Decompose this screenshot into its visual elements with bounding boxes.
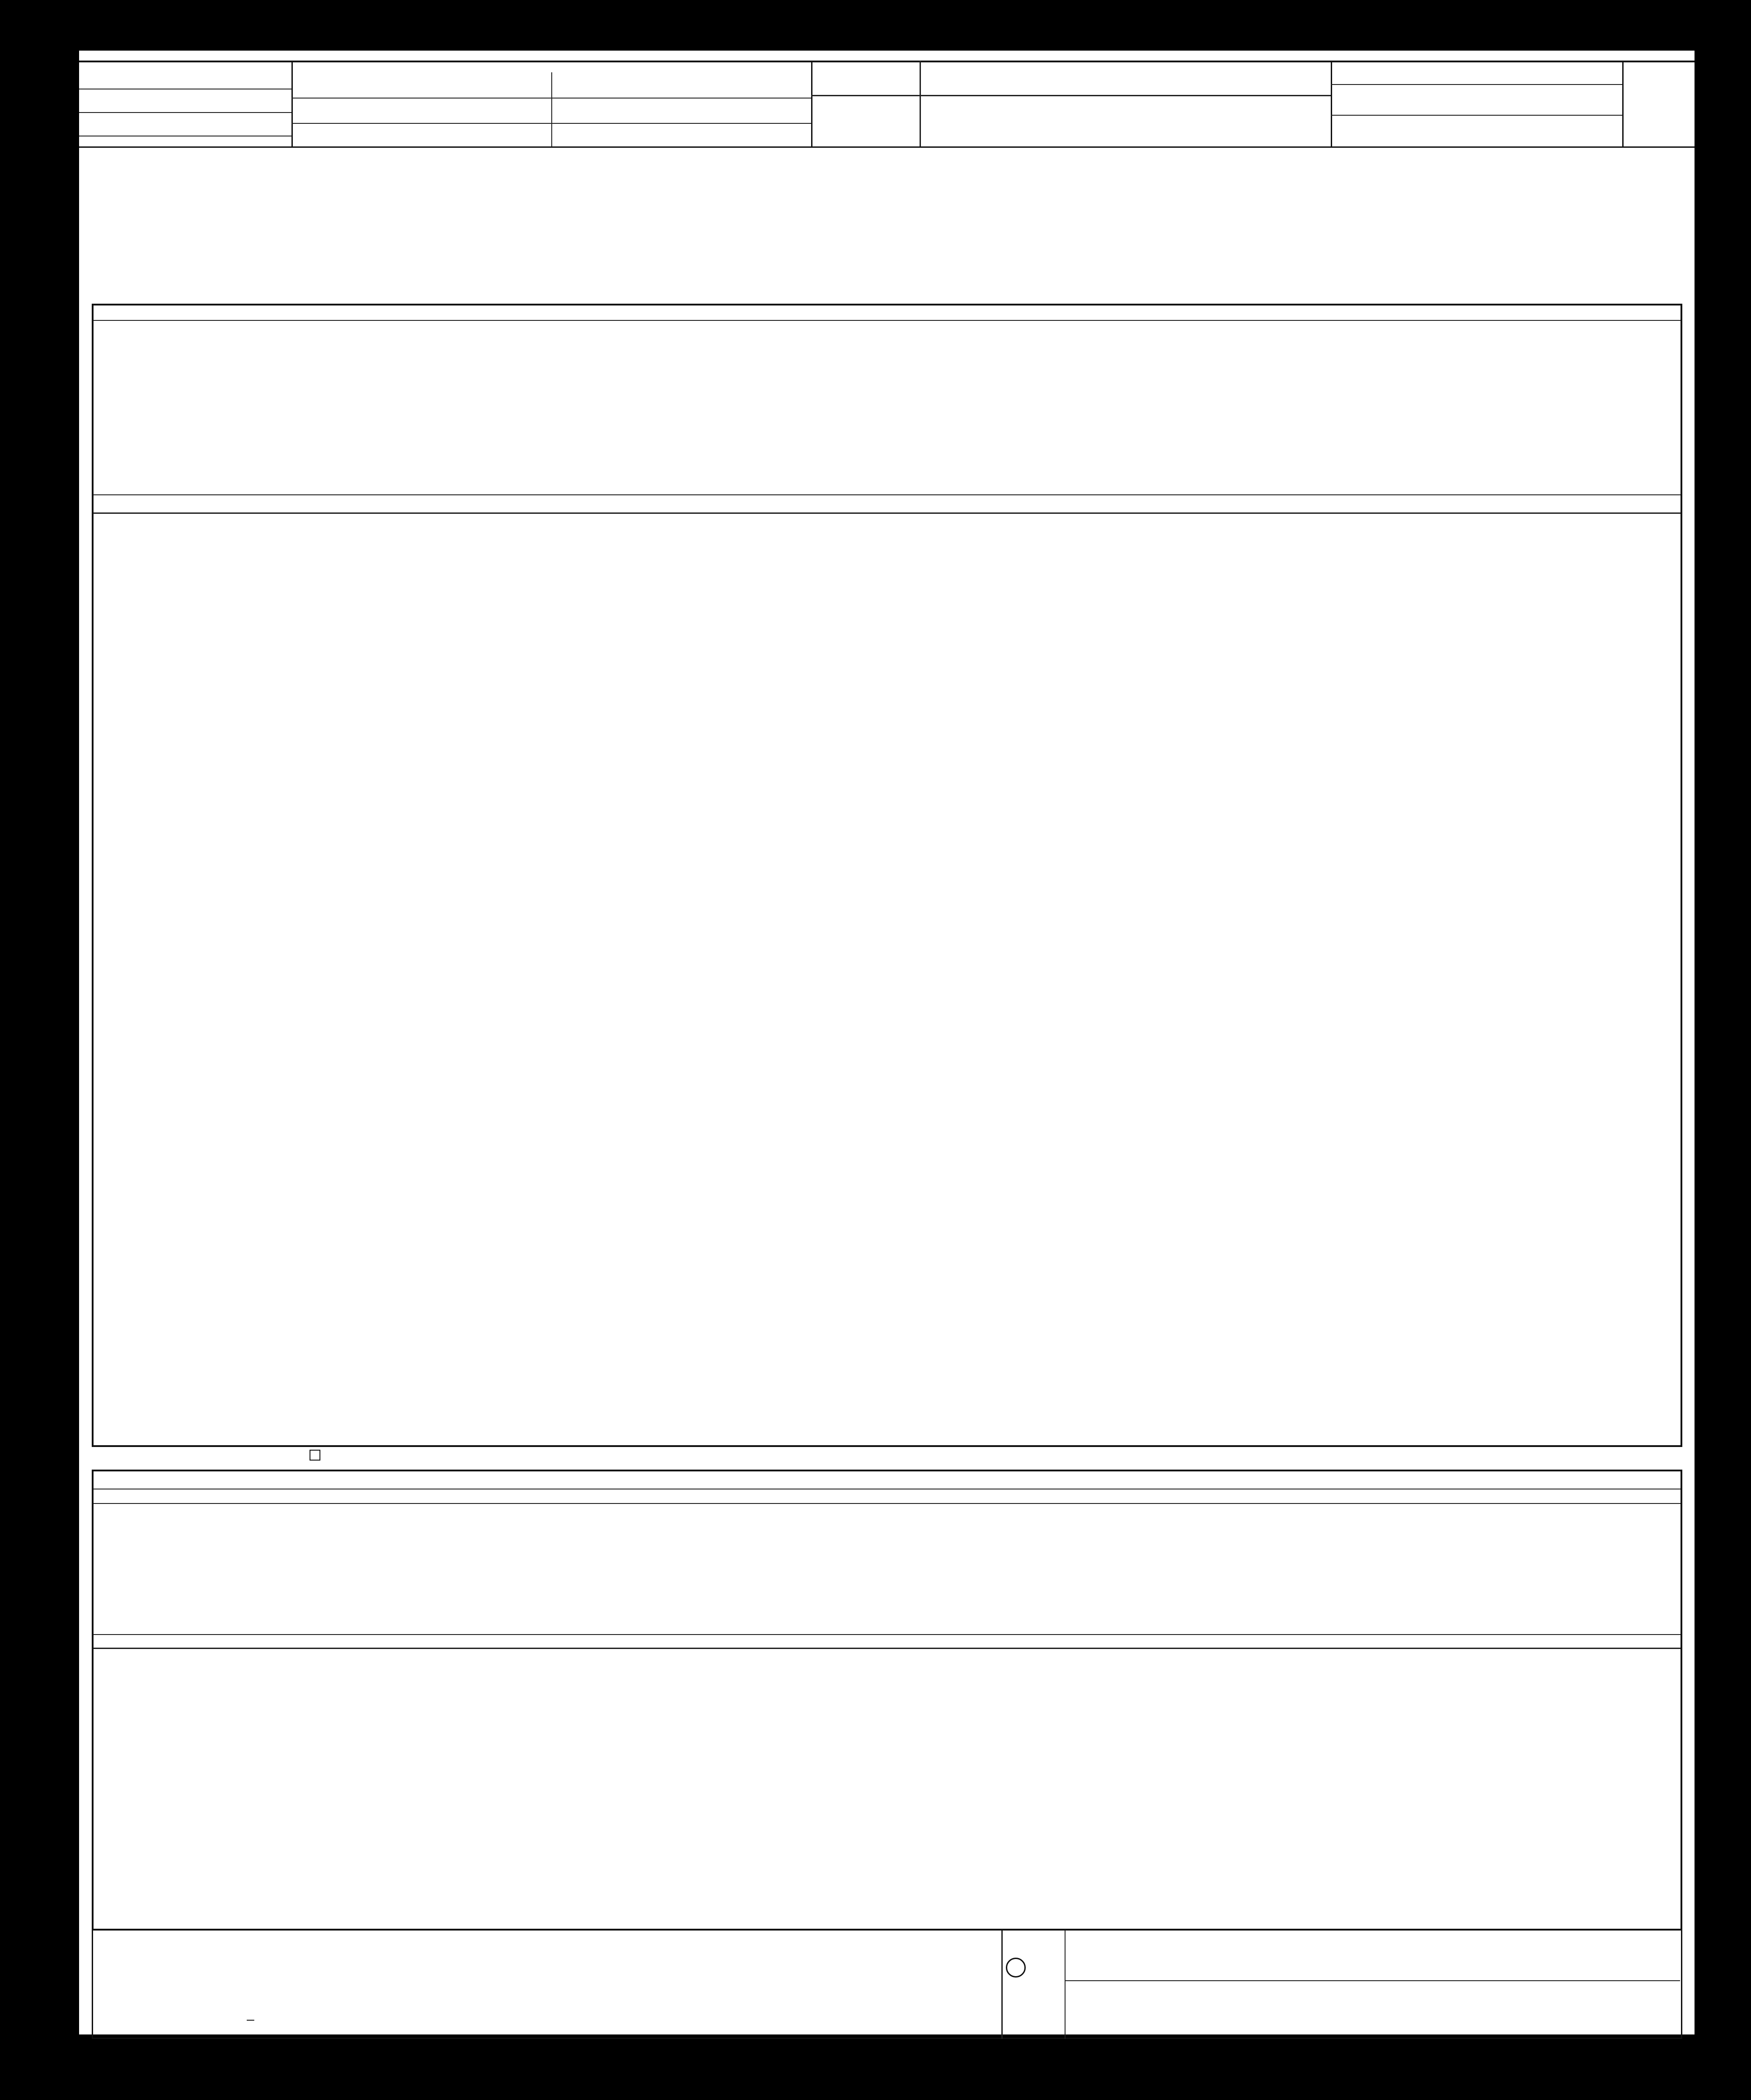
sheet-number-block [1622,61,1695,146]
population-table [92,304,1682,1447]
household-continued-checkbox[interactable] [310,1450,320,1461]
title-block [811,61,1332,146]
footer-block: – [92,1931,1682,2039]
col-agri-header [322,346,331,459]
census-sheet [79,51,1695,2034]
enumerator-block [1331,61,1624,146]
location-block [79,61,293,146]
cont-circle [1006,1958,1026,1978]
sample-questions-table [92,1470,1682,1931]
hotel-block [291,61,812,146]
